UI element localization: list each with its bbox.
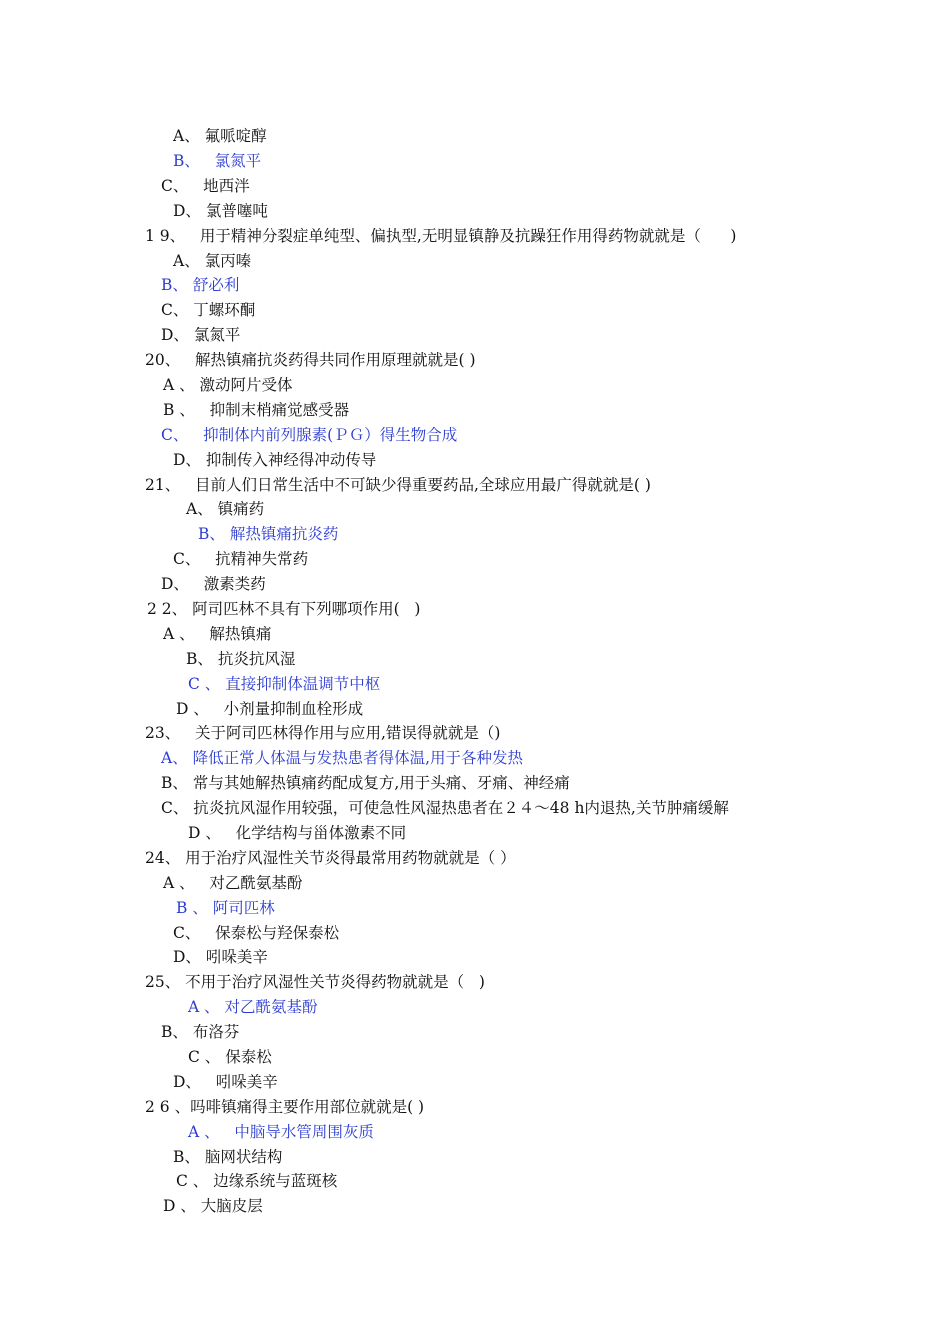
option-line: D、 氯氮平 xyxy=(161,326,241,344)
option-line: D 、 化学结构与甾体激素不同 xyxy=(188,824,407,842)
option-line-answer: C 、 直接抑制体温调节中枢 xyxy=(188,675,381,693)
option-line: C、 丁螺环酮 xyxy=(161,301,256,319)
question-line: 25、 不用于治疗风湿性关节炎得药物就就是（ ) xyxy=(145,973,485,991)
question-line: 23、 关于阿司匹林得作用与应用,错误得就就是（) xyxy=(145,724,501,742)
option-line: D、 氯普噻吨 xyxy=(173,202,268,220)
option-line: D、 抑制传入神经得冲动传导 xyxy=(173,451,377,469)
option-line: B、 脑网状结构 xyxy=(173,1148,283,1166)
option-line-answer: A 、 对乙酰氨基酚 xyxy=(188,998,318,1016)
option-line: B、 抗炎抗风湿 xyxy=(186,650,296,668)
option-line: C、 地西泮 xyxy=(161,177,250,195)
option-line-answer: A、 降低正常人体温与发热患者得体温,用于各种发热 xyxy=(161,749,524,767)
option-line: A 、 激动阿片受体 xyxy=(163,376,293,394)
question-line: 2 6 、吗啡镇痛得主要作用部位就就是( ) xyxy=(145,1098,425,1116)
question-line: 1 9、 用于精神分裂症单纯型、偏执型,无明显镇静及抗躁狂作用得药物就就是（ ) xyxy=(145,227,737,245)
option-line: C、 抗精神失常药 xyxy=(173,550,309,568)
option-line: A、 氟哌啶醇 xyxy=(173,127,267,145)
option-line: B 、 抑制末梢痛觉感受器 xyxy=(163,401,350,419)
option-line-answer: A 、 中脑导水管周围灰质 xyxy=(188,1123,374,1141)
option-line: C 、 边缘系统与蓝斑核 xyxy=(176,1172,338,1190)
option-line-answer: B、 氯氮平 xyxy=(173,152,262,170)
question-line: 24、 用于治疗风湿性关节炎得最常用药物就就是（ ） xyxy=(145,849,516,867)
option-line: A 、 对乙酰氨基酚 xyxy=(163,874,303,892)
option-line: A、 镇痛药 xyxy=(186,500,265,518)
question-line: 2 2、 阿司匹林不具有下列哪项作用( ) xyxy=(147,600,421,618)
option-line: A、 氯丙嗪 xyxy=(173,252,252,270)
option-line: D 、 大脑皮层 xyxy=(163,1197,263,1215)
question-line: 20、 解热镇痛抗炎药得共同作用原理就就是( ) xyxy=(145,351,476,369)
option-line: D 、 小剂量抑制血栓形成 xyxy=(176,700,364,718)
option-line-answer: B、 解热镇痛抗炎药 xyxy=(198,525,339,543)
option-line: C、 保泰松与羟保泰松 xyxy=(173,924,340,942)
option-line-answer: C、 抑制体内前列腺素(ＰＧ）得生物合成 xyxy=(161,426,458,444)
option-line-answer: B、 舒必利 xyxy=(161,276,240,294)
option-line: D、 吲哚美辛 xyxy=(173,948,268,966)
option-line: B、 常与其她解热镇痛药配成复方,用于头痛、牙痛、神经痛 xyxy=(161,774,570,792)
option-line: C、 抗炎抗风湿作用较强，可使急性风湿热患者在２４～48 h内退热,关节肿痛缓解 xyxy=(161,799,729,817)
option-line: D、 激素类药 xyxy=(161,575,266,593)
option-line: D、 吲哚美辛 xyxy=(173,1073,278,1091)
option-line: B、 布洛芬 xyxy=(161,1023,240,1041)
option-line: A 、 解热镇痛 xyxy=(163,625,272,643)
question-line: 21、 目前人们日常生活中不可缺少得重要药品,全球应用最广得就就是( ) xyxy=(145,476,651,494)
option-line-answer: B 、 阿司匹林 xyxy=(176,899,275,917)
option-line: C 、 保泰松 xyxy=(188,1048,272,1066)
